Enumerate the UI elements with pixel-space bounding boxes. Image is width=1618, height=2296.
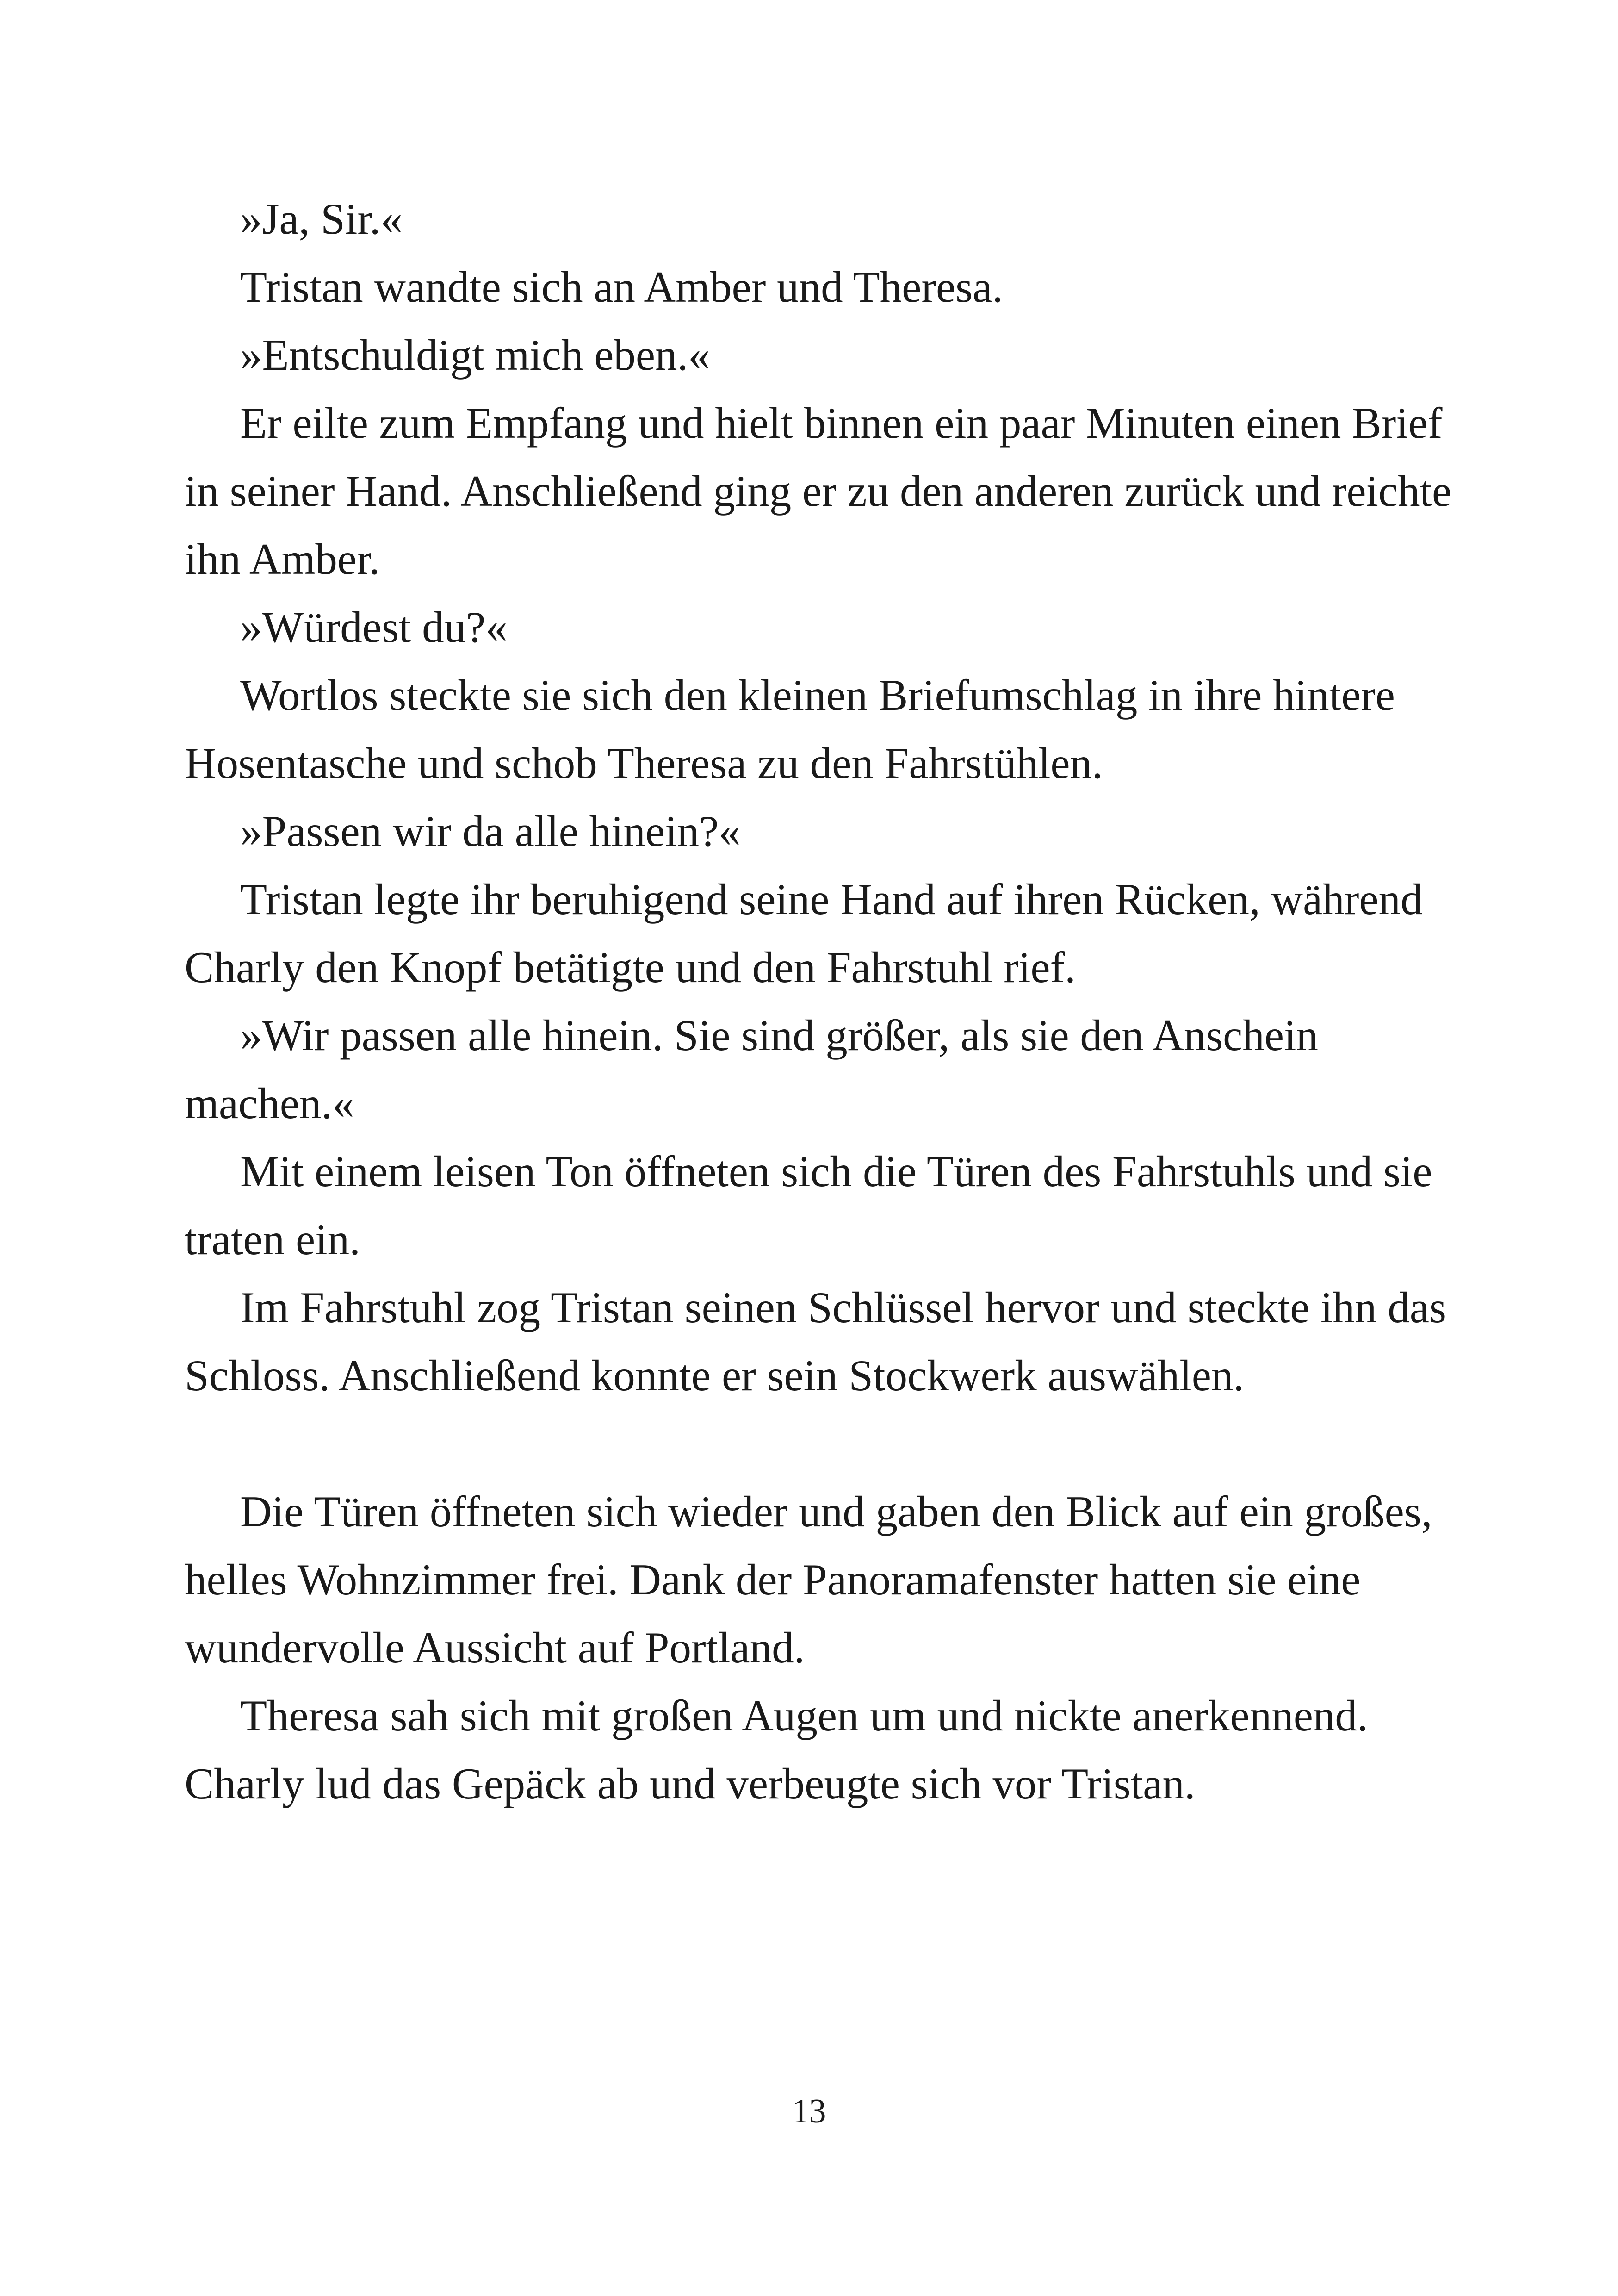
paragraph: »Entschuldigt mich eben.« [240,330,710,380]
paragraph: »Passen wir da alle hinein?« [240,807,741,856]
section-break [185,1410,1471,1478]
paragraph: »Würdest du?« [240,603,508,652]
page-number: 13 [792,2092,826,2130]
body-text [185,185,1471,1818]
paragraph: Im Fahrstuhl zog Tristan seinen Schlüssel hervor und steckte ihn das Schloss. Anschließend konnte er sein Stockwerk auswählen. [185,1283,1446,1400]
paragraph: »Ja, Sir.« [240,194,403,243]
paragraph: Tristan wandte sich an Amber und Theresa. [240,262,1004,311]
paragraph: Mit einem leisen Ton öffneten sich die Türen des Fahrstuhls und sie traten ein. [185,1147,1432,1264]
paragraph: »Wir passen alle hinein. Sie sind größer, als sie den Anschein machen.« [185,1011,1318,1128]
paragraph: Theresa sah sich mit großen Augen um und nickte anerkennend. Charly lud das Gepäck ab und verbeugte sich vor Tristan. [185,1691,1368,1808]
paragraph: Die Türen öffneten sich wieder und gaben den Blick auf ein großes, helles Wohnzimmer frei. Dank der Panoramafenster hatten sie eine wundervolle Aussicht auf Portland. [185,1487,1432,1672]
paragraph: Er eilte zum Empfang und hielt binnen ein paar Minuten einen Brief in seiner Hand. Anschließend ging er zu den anderen zurück und reichte ihn Amber. [185,398,1452,584]
paragraph: Tristan legte ihr beruhigend seine Hand auf ihren Rücken, während Charly den Knopf betätigte und den Fahrstuhl rief. [185,875,1423,992]
paragraph: Wortlos steckte sie sich den kleinen Briefumschlag in ihre hintere Hosentasche und schob Theresa zu den Fahrstühlen. [185,671,1395,788]
